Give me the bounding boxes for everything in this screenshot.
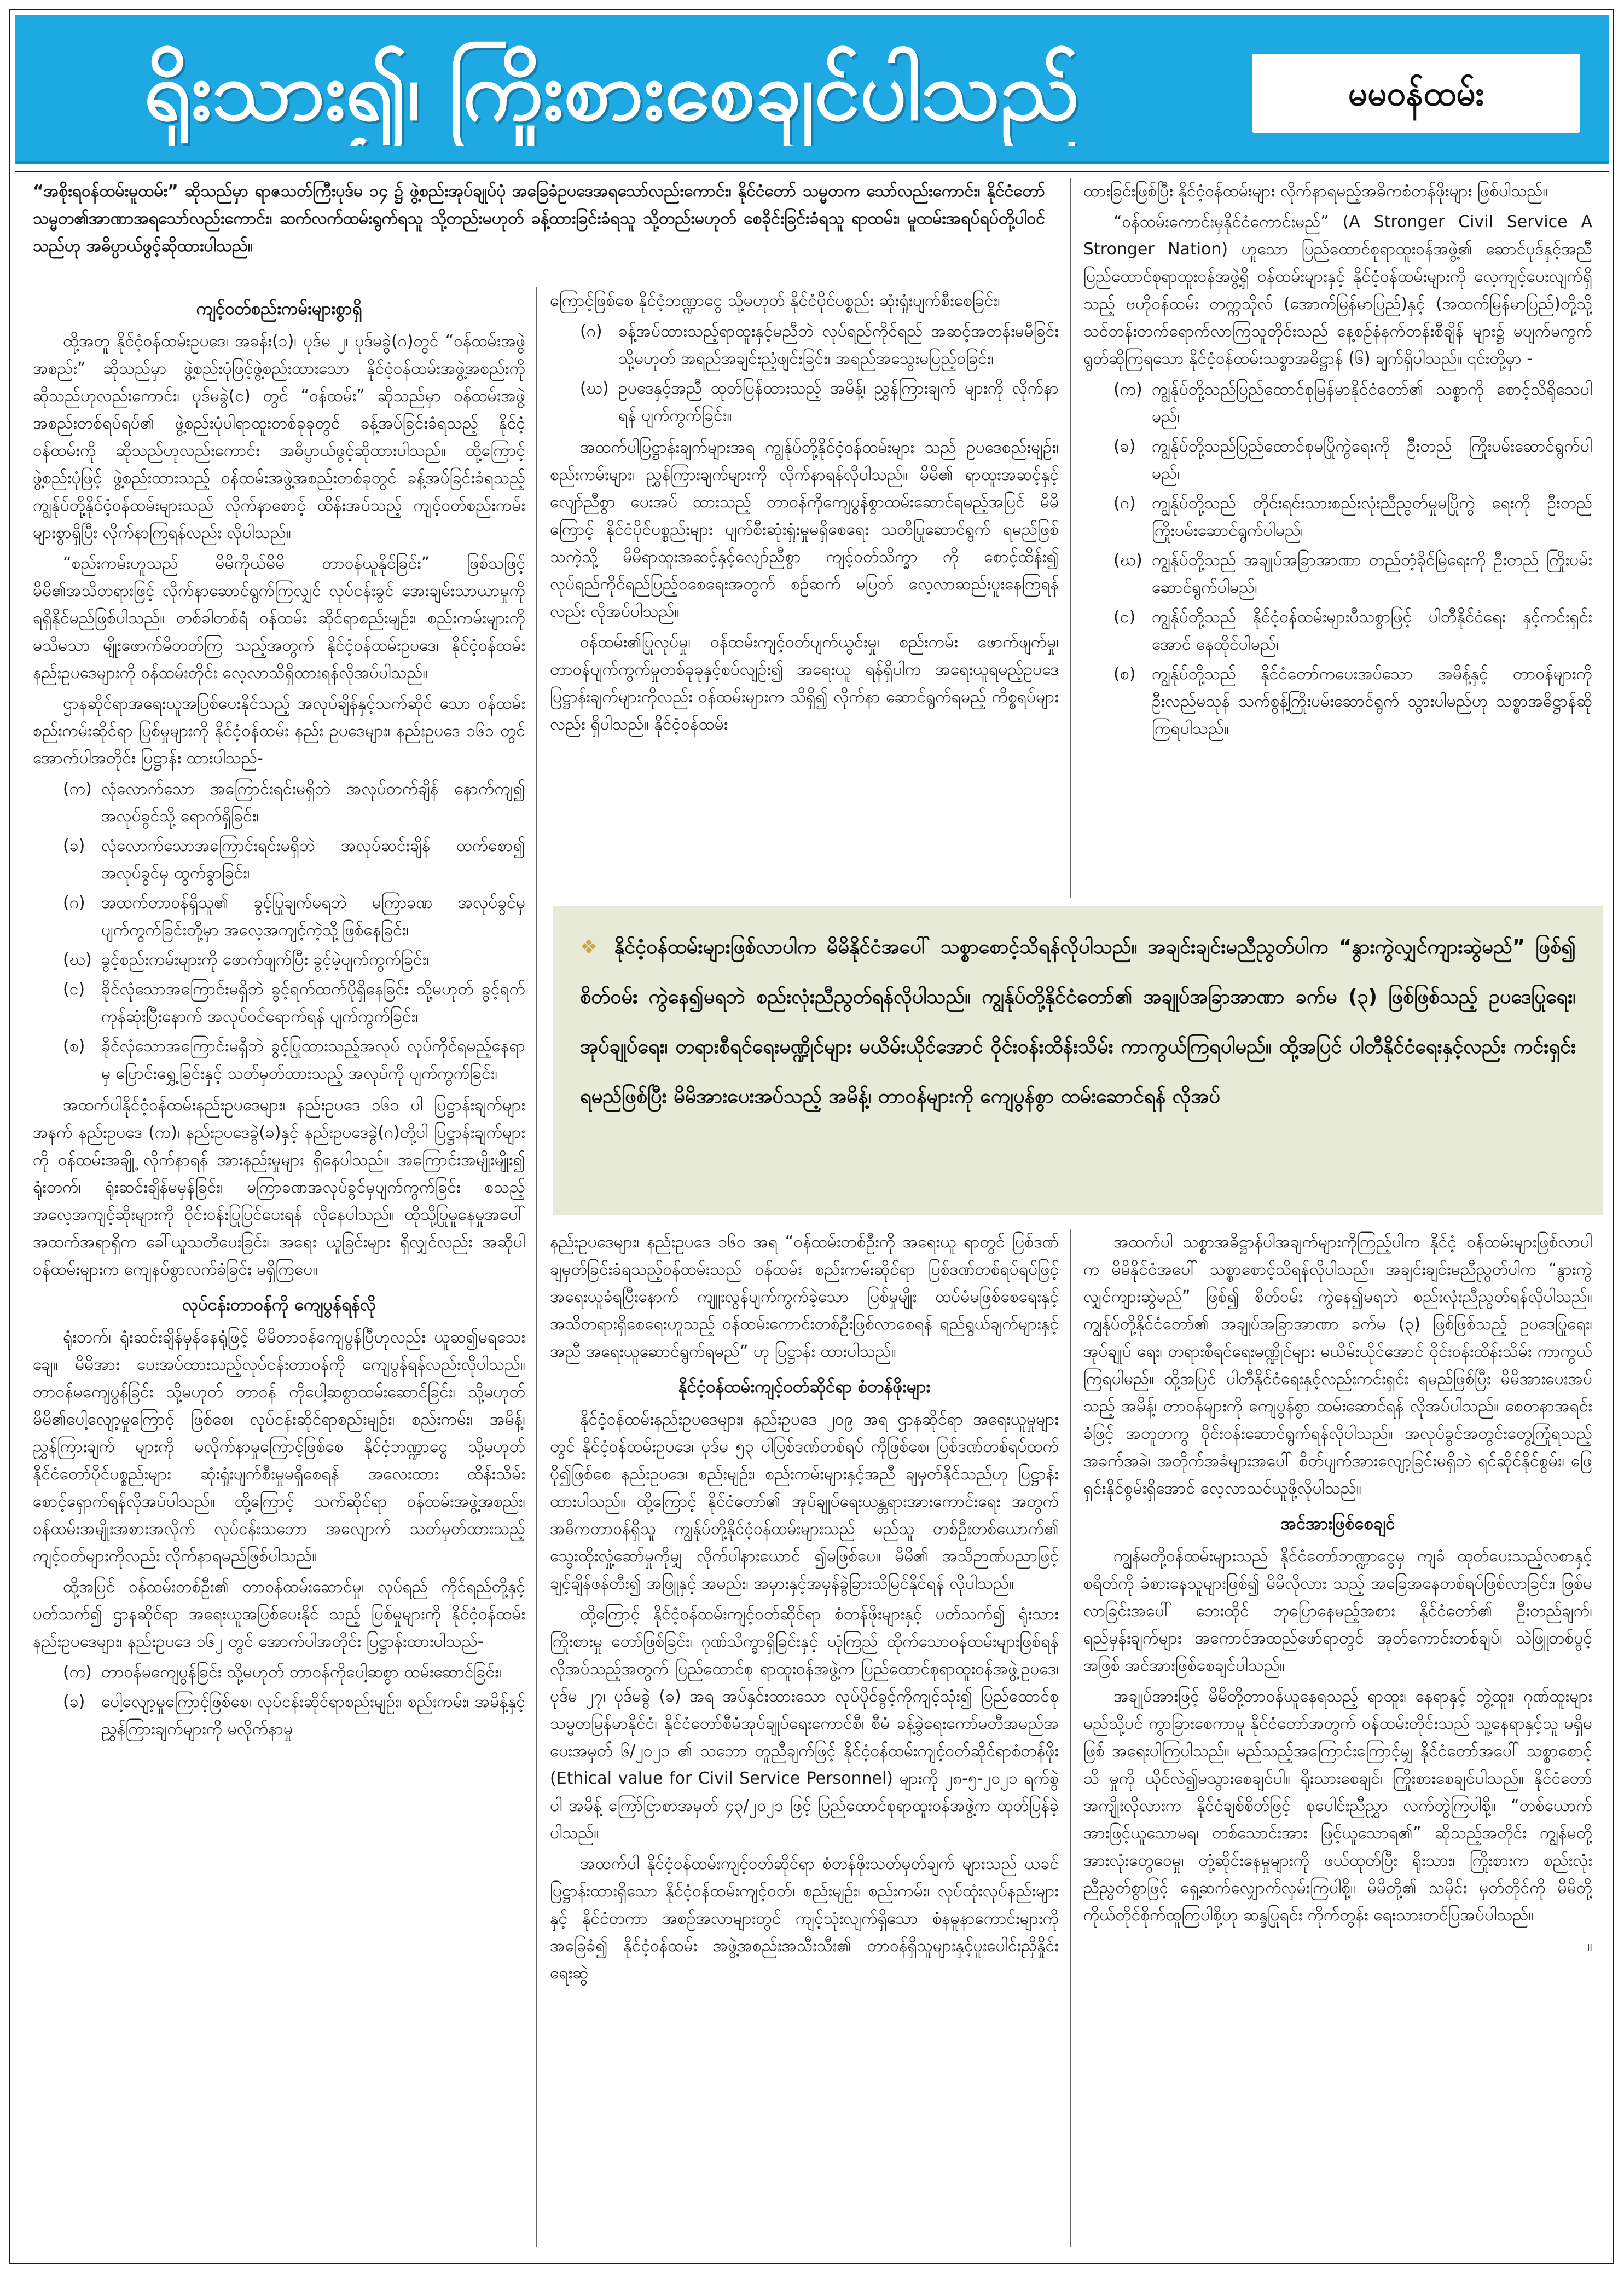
paragraph: ထို့အပြင် ဝန်ထမ်းတစ်ဦး၏ တာဝန်ထမ်းဆောင်မှု၊ လုပ်ရည် ကိုင်ရည်တို့နှင့်ပတ်သက်၍ ဌာနဆိုင်ရာ အရေးယူအပြစ်ပေးနိုင် သည့် ပြစ်မှုများကို နိုင်ငံ့ဝန်ထမ်းနည်းဥပဒေများ၊ နည်းဥပဒေ ၁၆၂ တွင် အောက်ပါအတိုင်း ပြဋ္ဌာန်းထားပါသည်- <box>33 1577 525 1651</box>
paragraph: “ဝန်ထမ်းကောင်းမှနိုင်ငံကောင်းမည်” (A Stronger Civil Service A Stronger Nation) ဟူသော ပြည်ထောင်စုရာထူးဝန်အဖွဲ့၏ ဆောင်ပုဒ်နှင့်အညီ ပြည်ထောင်စုရာထူးဝန်အဖွဲ့ရှိ ဝန်ထမ်းများနှင့် နိုင်ငံ့ဝန်ထမ်းများကို လေ့ကျင့်ပေးလျက်ရှိသည့် ဗဟိုဝန်ထမ်း တက္ကသိုလ် (အောက်မြန်မာပြည်)နှင့် (အထက်မြန်မာပြည်)တို့သို့ သင်တန်းတက်ရောက်လာကြသူတိုင်းသည် နေ့စဉ်နံနက်တန်းစီချိန် များ၌ မပျက်မကွက်ရွတ်ဆိုကြရသော နိုင်ငံ့ဝန်ထမ်းသစ္စာအဓိဋ္ဌာန် (၆) ချက်ရှိပါသည်။ ၎င်းတို့မှာ - <box>1083 212 1592 368</box>
pull-quote-text: နိုင်ငံ့ဝန်ထမ်းများဖြစ်လာပါက မိမိနိုင်ငံအပေါ် သစ္စာစောင့်သိရန်လိုပါသည်။ အချင်းချင်းမညီညွတ်ပါက “နွားကွဲလျှင်ကျားဆွဲမည်” ဖြစ်၍ စိတ်ဝမ်း ကွဲနေ၍မရဘဲ စည်းလုံးညီညွတ်ရန်လိုပါသည်။ ကျွန်ုပ်တို့နိုင်ငံတော်၏ အချုပ်အခြာအာဏာ ခက်မ (၃) ဖြစ်ဖြစ်သည့် ဥပဒေပြုရေး၊ အုပ်ချုပ်ရေး၊ တရားစီရင်ရေးမဏ္ဍိုင်များ မယိမ်းယိုင်အောင် ဝိုင်းဝန်းထိန်းသိမ်း ကာကွယ်ကြရပါမည်။ ထို့အပြင် ပါတီနိုင်ငံရေးနှင့်လည်း ကင်းရှင်း ရမည်ဖြစ်ပြီး မိမိအားပေးအပ်သည့် အမိန့်၊ တာဝန်များကို ကျေပွန်စွာ ထမ်းဆောင်ရန် လိုအပ် <box>580 936 1576 1108</box>
paragraph: အချုပ်အားဖြင့် မိမိတို့တာဝန်ယူနေရသည့် ရာထူး၊ နေရာနှင့် ဘွဲ့ထူး၊ ဂုဏ်ထူးများ မည်သို့ပင် ကွာခြားစေကာမူ နိုင်ငံတော်အတွက် ဝန်ထမ်းတိုင်းသည် သူ့နေရာနှင့်သူ မရှိမဖြစ် အရေးပါကြပါသည်။ မည်သည့်အကြောင်းကြောင့်မျှ နိုင်ငံတော်အပေါ် သစ္စာစောင့်သိ မှုကို ယိုင်လဲ၍မသွားစေချင်ပါ။ ရိုးသားစေချင်၊ ကြိုးစားစေချင်ပါသည်။ နိုင်ငံတော်အကျိုးလိုလားက နိုင်ငံချစ်စိတ်ဖြင့် စုပေါင်းညီညွှာ လက်တွဲကြပါစို့။ “တစ်ယောက်အားဖြင့်ယူသောမရ၊ တစ်သောင်းအား ဖြင့်ယူသောရ၏” ဆိုသည့်အတိုင်း ကျွန်မတို့အားလုံးတွေဝေမှု၊ တုံ့ဆိုင်းနေမှုများကို ဖယ်ထုတ်ပြီး ရိုးသား၊ ကြိုးစားက စည်းလုံး ညီညွတ်စွာဖြင့် ရှေ့ဆက်လျှောက်လှမ်းကြပါစို့။ မိမိတို့၏ သမိုင်း မှတ်တိုင်ကို မိမိတို့ကိုယ်တိုင်စိုက်ထူကြပါစို့ဟု ဆန္ဒပြုရင်း ကိုက်တွန်း ရေးသားတင်ပြအပ်ပါသည်။ <box>1083 1687 1592 1925</box>
header-banner <box>15 15 1609 164</box>
list-item: (ခ) လုံလောက်သောအကြောင်းရင်းမရှိဘဲ အလုပ်ဆင်းချိန် ထက်စော၍ အလုပ်ခွင်မှ ထွက်ခွာခြင်း၊ <box>63 836 525 883</box>
diamond-bullet-icon: ❖ <box>580 936 601 958</box>
header-rule <box>15 171 1609 172</box>
list-item: (စ) ခိုင်လုံသောအကြောင်းမရှိဘဲ ခွင့်ပြုထားသည့်အလုပ် လုပ်ကိုင်ရမည့်နေရာမှ ပြောင်းရွှေ့ခြင်းနှင့် သတ်မှတ်ထားသည့် အလုပ်ကို ပျက်ကွက်ခြင်း၊ <box>63 1037 525 1083</box>
list-item: (စ) ကျွန်ုပ်တို့သည် နိုင်ငံတော်ကပေးအပ်သော အမိန့်နှင့် တာဝန်များကို ဦးလည်မသုန် သက်စွန့်ကြိုးပမ်းဆောင်ရွက် သွားပါမည်ဟု သစ္စာအဓိဋ္ဌာန်ဆိုကြရပါသည်။ <box>1113 664 1592 738</box>
list-item: (ဂ) အထက်တာဝန်ရှိသူ၏ ခွင့်ပြုချက်မရဘဲ မကြာခဏ အလုပ်ခွင်မှပျက်ကွက်ခြင်းတို့မှာ အလေ့အကျင့်ကဲ့သို့ဖြစ်နေခြင်း၊ <box>63 893 525 940</box>
author-name: မမဝန်ထမ်း <box>1252 54 1580 133</box>
list-item: (ဃ) ဥပဒေနှင့်အညီ ထုတ်ပြန်ထားသည့် အမိန့်၊ ညွှန်ကြားချက် များကို လိုက်နာရန် ပျက်ကွက်ခြင်း။ <box>580 379 1059 425</box>
list-item: (င) ခိုင်လုံသောအကြောင်းမရှိဘဲ ခွင့်ရက်ထက်ပိုရှိနေခြင်း သို့မဟုတ် ခွင့်ရက်ကုန်ဆုံးပြီးနောက် အလုပ်ဝင်ရောက်ရန် ပျက်ကွက်ခြင်း၊ <box>63 980 525 1026</box>
list-item: (ဂ) ခန့်အပ်ထားသည့်ရာထူးနှင့်မညီဘဲ လုပ်ရည်ကိုင်ရည် အဆင့်အတန်းမမီခြင်း သို့မဟုတ် အရည်အချင်းညံ့ဖျင်းခြင်း၊ အရည်အသွေးမပြည့်ဝခြင်း၊ <box>580 322 1059 368</box>
article-title: ရိုးသား၍၊ ကြိုးစားစေချင်ပါသည် <box>144 43 1080 139</box>
duty-list-continued <box>550 318 1059 430</box>
paragraph: နည်းဥပဒေများ၊ နည်းဥပဒေ ၁၆၀ အရ “ဝန်ထမ်းတစ်ဦးကို အရေးယူ ရာတွင် ပြစ်ဒဏ်ချမှတ်ခြင်းခံရသည့်ဝန်ထမ်းသည် ဝန်ထမ်း စည်းကမ်းဆိုင်ရာ ပြစ်ဒဏ်တစ်ရပ်ရပ်ဖြင့် အရေးယူခံရပြီးနောက် ကျူးလွန်ပျက်ကွက်ခဲ့သော ပြစ်မှုမျိုး ထပ်မံမဖြစ်စေရေးနှင့် အသိတရားရှိစေရေးဟူသည့် ဝန်ထမ်းကောင်းတစ်ဦးဖြစ်လာစေရန် ရည်ရွယ်ချက်များနှင့်အညီ အရေးယူဆောင်ရွက်ရမည်” ဟု ပြဋ္ဌာန်း ထားပါသည်။ <box>550 1233 1059 1361</box>
list-item: (ဃ) ခွင့်စည်းကမ်းများကို ဖောက်ဖျက်ပြီး ခွင့်မဲ့ပျက်ကွက်ခြင်း၊ <box>63 950 430 969</box>
pull-quote <box>553 906 1603 1215</box>
duty-list <box>33 1659 525 1743</box>
list-item: (က) တာဝန်မကျေပွန်ခြင်း သို့မဟုတ် တာဝန်ကိုပေါ့ဆစွာ ထမ်းဆောင်ခြင်း၊ <box>63 1663 502 1682</box>
paragraph: ထားခြင်းဖြစ်ပြီး နိုင်ငံ့ဝန်ထမ်းများ လိုက်နာရမည့်အဓိကစံတန်ဖိုးများ ဖြစ်ပါသည်။ <box>1083 182 1548 201</box>
paragraph: ရုံးတက်၊ ရုံးဆင်းချိန်မှန်နေရုံဖြင့် မိမိတာဝန်ကျေပွန်ပြီဟုလည်း ယူဆ၍မရသေးချေ။ မိမိအား ပေးအပ်ထားသည့်လုပ်ငန်းတာဝန်ကို ကျေပွန်ရန်လည်းလိုပါသည်။ တာဝန်မကျေပွန်ခြင်း သို့မဟုတ် တာဝန် ကိုပေါ့ဆစွာထမ်းဆောင်ခြင်း၊ သို့မဟုတ် မိမိ၏ပေါ့လျော့မှုကြောင့် ဖြစ်စေ၊ လုပ်ငန်းဆိုင်ရာစည်းမျဉ်း၊ စည်းကမ်း၊ အမိန့်၊ ညွှန်ကြားချက် များကို မလိုက်နာမှုကြောင့်ဖြစ်စေ နိုင်ငံ့ဘဏ္ဍာငွေ သို့မဟုတ် နိုင်ငံတော်ပိုင်ပစ္စည်းများ ဆုံးရှုံးပျက်စီးမှုမရှိစေရန် အလေးထား ထိန်းသိမ်းစောင့်ရှောက်ရန်လိုအပ်ပါသည်။ ထို့ကြောင့် သက်ဆိုင်ရာ ဝန်ထမ်းအဖွဲ့အစည်း၊ ဝန်ထမ်းအမျိုးအစားအလိုက် လုပ်ငန်းသဘော အလျောက် သတ်မှတ်ထားသည့်ကျင့်ဝတ်များကိုလည်း လိုက်နာရမည်ဖြစ်ပါသည်။ <box>33 1328 525 1566</box>
list-item: (ခ) ကျွန်ုပ်တို့သည်ပြည်ထောင်စုမပြိုကွဲရေးကို ဦးတည် ကြိုးပမ်းဆောင်ရွက်ပါမည်၊ <box>1113 437 1592 483</box>
column-3 <box>1083 178 1592 898</box>
paragraph: အထက်ပါ သစ္စာအဓိဋ္ဌာန်ပါအချက်များကိုကြည့်ပါက နိုင်ငံ့ ဝန်ထမ်းများဖြစ်လာပါက မိမိနိုင်ငံအပေါ် သစ္စာစောင့်သိရန်လိုပါသည်။ အချင်းချင်းမညီညွတ်ပါက “နွားကွဲလျှင်ကျားဆွဲမည်” ဖြစ်၍ စိတ်ဝမ်း ကွဲနေ၍မရဘဲ စည်းလုံးညီညွတ်ရန်လိုပါသည်။ ကျွန်ုပ်တို့နိုင်ငံတော်၏ အချုပ်အခြာအာဏာ ခက်မ (၃) ဖြစ်ဖြစ်သည့် ဥပဒေပြုရေး၊ အုပ်ချုပ် ရေး၊ တရားစီရင်ရေးမဏ္ဍိုင်များ မယိမ်းယိုင်အောင် ဝိုင်းဝန်းထိန်းသိမ်း ကာကွယ်ကြရပါမည်။ ထို့အပြင် ပါတီနိုင်ငံရေးနှင့်လည်းကင်းရှင်း ရမည်ဖြစ်ပြီး မိမိအားပေးအပ်သည့် အမိန့်၊ တာဝန်များကို ကျေပွန်စွာ ထမ်းဆောင်ရန် လိုအပ်ပါသည်။ စေတနာအရင်းခံဖြင့် အတူတကွ ဝိုင်းဝန်းဆောင်ရွက်ရန်လိုပါသည်။ အလုပ်ခွင်အတွင်းတွေ့ကြုံရသည့် အခက်အခဲ၊ အတိုက်အခံများအပေါ် စိတ်ပျက်အားလျော့ခြင်းမရှိဘဲ ရင်ဆိုင်နိုင်စွမ်း၊ ဖြေရှင်းနိုင်စွမ်းရှိအောင် လေ့လာသင်ယူဖို့လိုပါသည်။ <box>1083 1233 1592 1498</box>
column-4 <box>550 1229 1059 2247</box>
list-item: (ဂ) ကျွန်ုပ်တို့သည် တိုင်းရင်းသားစည်းလုံးညီညွတ်မှုမပြိုကွဲ ရေးကို ဦးတည်ကြိုးပမ်းဆောင်ရွက်ပါမည်၊ <box>1113 494 1592 540</box>
column-1 <box>33 287 525 2247</box>
paragraph: ဝန်ထမ်း၏ပြုလုပ်မှု၊ ဝန်ထမ်းကျင့်ဝတ်ပျက်ယွင်းမှု၊ စည်းကမ်း ဖောက်ဖျက်မှု၊ တာဝန်ပျက်ကွက်မှုတစ်ခုခုနှင့်စပ်လျဉ်း၍ အရေးယူ ရန်ရှိပါက အရေးယူရမည့်ဥပဒေပြဋ္ဌာန်းချက်များကိုလည်း ဝန်ထမ်းများက သိရှိ၍ လိုက်နာ ဆောင်ရွက်ရမည့် ကိစ္စရပ်များလည်း ရှိပါသည်။ နိုင်ငံ့ဝန်ထမ်း <box>550 633 1059 734</box>
intro-paragraph: “အစိုးရဝန်ထမ်းမူထမ်း” ဆိုသည်မှာ ရာဇသတ်ကြီးပုဒ်မ ၁၄ ၌ ဖွဲ့စည်းအုပ်ချုပ်ပုံ အခြေခံဥပဒေအရသော်လည်းကောင်း၊ နိုင်ငံတော် သမ္မတက သော်လည်းကောင်း၊ နိုင်ငံတော်သမ္မတ၏အာဏာအရသော်လည်းကောင်း၊ ဆက်လက်ထမ်းရွက်ရသူ သို့တည်းမဟုတ် ခန့်ထားခြင်းခံရသူ သို့တည်းမဟုတ် စေခိုင်းခြင်းခံရသူ ရာထမ်း၊ မူထမ်းအရပ်ရပ်တို့ပါဝင်သည်ဟု အဓိပ္ပာယ်ဖွင့်ဆိုထားပါသည်။ <box>33 182 1045 256</box>
end-mark: ။ <box>1587 1936 1592 1955</box>
paragraph: အထက်ပါ နိုင်ငံ့ဝန်ထမ်းကျင့်ဝတ်ဆိုင်ရာ စံတန်ဖိုးသတ်မှတ်ချက် များသည် ယခင်ပြဋ္ဌာန်းထားရှိသော နိုင်ငံ့ဝန်ထမ်းကျင့်ဝတ်၊ စည်းမျဉ်း၊ စည်းကမ်း၊ လုပ်ထုံးလုပ်နည်းများနှင့် နိုင်ငံတကာ အစဉ်အလာများတွင် ကျင့်သုံးလျက်ရှိသော စံနမူနာကောင်းများကို အခြေခံ၍ နိုင်ငံ့ဝန်ထမ်း အဖွဲ့အစည်းအသီးသီး၏ တာဝန်ရှိသူများနှင့်ပူးပေါင်းညှိနှိုင်းရေးဆွဲ <box>550 1854 1059 1983</box>
column-divider <box>536 287 537 2247</box>
paragraph: နိုင်ငံ့ဝန်ထမ်းနည်းဥပဒေများ၊ နည်းဥပဒေ ၂၀၉ အရ ဌာနဆိုင်ရာ အရေးယူမှုများတွင် နိုင်ငံ့ဝန်ထမ်းဥပဒေ၊ ပုဒ်မ ၅၃ ပါပြစ်ဒဏ်တစ်ရပ် ကိုဖြစ်စေ၊ ပြစ်ဒဏ်တစ်ရပ်ထက်ပို၍ဖြစ်စေ နည်းဥပဒေ၊ စည်းမျဉ်း၊ စည်းကမ်းများနှင့်အညီ ချမှတ်နိုင်သည်ဟု ပြဋ္ဌာန်းထားပါသည်။ ထို့ကြောင့် နိုင်ငံတော်၏ အုပ်ချုပ်ရေးယန္တရားအားကောင်းရေး အတွက် အဓိကတာဝန်ရှိသူ ကျွန်ုပ်တို့နိုင်ငံ့ဝန်ထမ်းများသည် မည်သူ တစ်ဦးတစ်ယောက်၏ သွေးထိုးလှုံ့ဆော်မှုကိုမျှ လိုက်ပါနားယောင် ၍မဖြစ်ပေ။ မိမိ၏ အသိဉာဏ်ပညာဖြင့် ချင့်ချိန်ဖန်တီး၍ အဖြူနှင့် အမည်း၊ အမှားနှင့်အမှန်ခွဲခြားသိမြင်နိုင်ရန် လိုပါသည်။ <box>550 1410 1059 1593</box>
column-2 <box>550 287 1059 898</box>
column-divider <box>1070 178 1071 898</box>
paragraph: ဌာနဆိုင်ရာအရေးယူအပြစ်ပေးနိုင်သည့် အလုပ်ချိန်နှင့်သက်ဆိုင် သော ဝန်ထမ်းစည်းကမ်းဆိုင်ရာ ပြစ်မှုများကို နိုင်ငံ့ဝန်ထမ်း နည်း ဥပဒေများ၊ နည်းဥပဒေ ၁၆၁ တွင် အောက်ပါအတိုင်း ပြဋ္ဌာန်း ထားပါသည်- <box>33 694 525 768</box>
paragraph: “စည်းကမ်းဟူသည် မိမိကိုယ်မိမိ တာဝန်ယူနိုင်ခြင်း” ဖြစ်သဖြင့် မိမိ၏အသိတရားဖြင့် လိုက်နာဆောင်ရွက်ကြလျှင် လုပ်ငန်းခွင် အေးချမ်းသာယာမှုကို ရရှိနိုင်မည်ဖြစ်ပါသည်။ တစ်ခါတစ်ရံ ဝန်ထမ်း ဆိုင်ရာစည်းမျဉ်း၊ စည်းကမ်းများကို မသိမသာ မျိုးဖောက်မိတတ်ကြ သည့်အတွက် နိုင်ငံ့ဝန်ထမ်းဥပဒေ၊ နိုင်ငံ့ဝန်ထမ်းနည်းဥပဒေများကို ဝန်ထမ်းတိုင်း လေ့လာသိရှိထားရန်လိုအပ်ပါသည်။ <box>33 554 525 682</box>
paragraph: ထို့အတူ နိုင်ငံ့ဝန်ထမ်းဥပဒေ၊ အခန်း(၁)၊ ပုဒ်မ ၂၊ ပုဒ်မခွဲ(ဂ)တွင် “ဝန်ထမ်းအဖွဲ့အစည်း” ဆိုသည်မှာ ဖွဲ့စည်းပုံဖြင့်ဖွဲ့စည်းထားသော နိုင်ငံ့ဝန်ထမ်းအဖွဲ့အစည်းကိုဆိုသည်ဟုလည်းကောင်း၊ ပုဒ်မခွဲ(င) တွင် “ဝန်ထမ်း” ဆိုသည်မှာ ဝန်ထမ်းအဖွဲ့အစည်းတစ်ရပ်ရပ်၏ ဖွဲ့စည်းပုံပါရာထူးတစ်ခုခုတွင် ခန့်အပ်ခြင်းခံရသည့် နိုင်ငံ့ဝန်ထမ်းကို ဆိုသည်ဟုလည်းကောင်း အဓိပ္ပာယ်ဖွင့်ဆိုထားပါသည်။ ထို့ကြောင့် ဖွဲ့စည်းပုံဖြင့် ဖွဲ့စည်းထားသည့် ဝန်ထမ်းအဖွဲ့အစည်းတစ်ခုတွင် ခန့်အပ်ခြင်းခံရသည့် ကျွန်ုပ်တို့နိုင်ငံ့ဝန်ထမ်းများသည် လိုက်နာစောင့် ထိန်းအပ်သည့် ကျင့်ဝတ်စည်းကမ်းများစွာရှိပြီး လိုက်နာကြရန်လည်း လိုပါသည်။ <box>33 332 525 542</box>
list-item: (က) လုံလောက်သော အကြောင်းရင်းမရှိဘဲ အလုပ်တက်ချိန် နောက်ကျ၍ အလုပ်ခွင်သို့ ရောက်ရှိခြင်း၊ <box>63 779 525 826</box>
oath-list <box>1083 376 1592 743</box>
list-item: (က) ကျွန်ုပ်တို့သည်ပြည်ထောင်စုမြန်မာနိုင်ငံတော်၏ သစ္စာကို စောင့်သိရိုသေပါမည်၊ <box>1113 380 1592 426</box>
section-heading: ကျင့်ဝတ်စည်းကမ်းများစွာရှိ <box>196 299 362 319</box>
section-heading: လုပ်ငန်းတာဝန်ကို ကျေပွန်ရန်လို <box>182 1295 376 1315</box>
section-heading: အင်အားဖြစ်စေချင် <box>1280 1514 1395 1534</box>
list-item: (င) ကျွန်ုပ်တို့သည် နိုင်ငံ့ဝန်ထမ်းများပီသစွာဖြင့် ပါတီနိုင်ငံရေး နှင့်ကင်းရှင်းအောင် နေထိုင်ပါမည်၊ <box>1113 607 1592 654</box>
list-item: (ဃ) ကျွန်ုပ်တို့သည် အချုပ်အခြာအာဏာ တည်တံ့ခိုင်မြဲရေးကို ဦးတည် ကြိုးပမ်းဆောင်ရွက်ပါမည်၊ <box>1113 551 1592 597</box>
paragraph: အထက်ပါနိုင်ငံ့ဝန်ထမ်းနည်းဥပဒေများ၊ နည်းဥပဒေ ၁၆၁ ပါ ပြဋ္ဌာန်းချက်များအနက် နည်းဥပဒေ (က)၊ နည်းဥပဒေခွဲ(ခ)နှင့် နည်းဥပဒေခွဲ(ဂ)တို့ပါ ပြဋ္ဌာန်းချက်များကို ဝန်ထမ်းအချို့ လိုက်နာရန် အားနည်းမှုများ ရှိနေပါသည်။ အကြောင်းအမျိုးမျိုး၍ ရုံးတက်၊ ရုံးဆင်းချိန်မမှန်ခြင်း၊ မကြာခဏအလုပ်ခွင်မှပျက်ကွက်ခြင်း စသည့် အလေ့အကျင့်ဆိုးများကို ဝိုင်းဝန်းပြုပြင်ပေးရန် လိုနေပါသည်။ ထိုသို့ပြုမူနေမှုအပေါ် အထက်အရာရှိက ခေါ်ယူသတိပေးခြင်း၊ အရေး ယူခြင်းများ ရှိလျှင်လည်း အဆိုပါဝန်ထမ်းများက ကျေနပ်စွာလက်ခံခြင်း မရှိကြပေ။ <box>33 1096 525 1279</box>
section-heading: နိုင်ငံ့ဝန်ထမ်းကျင့်ဝတ်ဆိုင်ရာ စံတန်ဖိုးများ <box>678 1377 931 1397</box>
paragraph: ကျွန်မတို့ဝန်ထမ်းများသည် နိုင်ငံတော်ဘဏ္ဍာငွေမှ ကျခံ ထုတ်ပေးသည့်လစာနှင့်စရိတ်ကို ခံစားနေသူများဖြစ်၍ မိမိလိုလား သည့် အခြေအနေတစ်ရပ်ဖြစ်လာခြင်း၊ ဖြစ်မလာခြင်းအပေါ် ဘေးထိုင် ဘုပြောနေမည့်အစား နိုင်ငံတော်၏ ဦးတည်ချက်၊ ရည်မှန်းချက်များ အကောင်အထည်ဖော်ရာတွင် အုတ်ကောင်းတစ်ချပ်၊ သဲဖြူတစ်ပွင့် အဖြစ် အင်အားဖြစ်စေချင်ပါသည်။ <box>1083 1547 1592 1675</box>
column-divider <box>1070 1229 1071 2247</box>
column-5 <box>1083 1229 1592 2247</box>
offence-list <box>33 776 525 1087</box>
paragraph: ကြောင့်ဖြစ်စေ နိုင်ငံ့ဘဏ္ဍာငွေ သို့မဟုတ် နိုင်ငံပိုင်ပစ္စည်း ဆုံးရှုံးပျက်စီးစေခြင်း၊ <box>550 291 1000 310</box>
paragraph: အထက်ပါပြဋ္ဌာန်းချက်များအရ ကျွန်ုပ်တို့နိုင်ငံ့ဝန်ထမ်းများ သည် ဥပဒေစည်းမျဉ်း၊ စည်းကမ်းများ၊ ညွှန်ကြားချက်များကို လိုက်နာရန်လိုပါသည်။ မိမိ၏ ရာထူးအဆင့်နှင့်လျော်ညီစွာ ပေးအပ် ထားသည့် တာဝန်ကိုကျေပွန်စွာထမ်းဆောင်ရမည့်အပြင် မိမိကြောင့် နိုင်ငံပိုင်ပစ္စည်းများ ပျက်စီးဆုံးရှုံးမှုမရှိစေရေး သတိပြုဆောင်ရွက် ရမည်ဖြစ်သကဲ့သို့ မိမိရာထူးအဆင့်နှင့်လျော်ညီစွာ ကျင့်ဝတ်သိက္ခာ ကို စောင့်ထိန်း၍ လုပ်ရည်ကိုင်ရည်ပြည့်ဝစေရေးအတွက် စဉ်ဆက် မပြတ် လေ့လာဆည်းပူးနေကြရန်လည်း လိုအပ်ပါသည်။ <box>550 438 1059 621</box>
paragraph: ထို့ကြောင့် နိုင်ငံ့ဝန်ထမ်းကျင့်ဝတ်ဆိုင်ရာ စံတန်ဖိုးများနှင့် ပတ်သက်၍ ရုံးသားကြိုးစားမှု တော်ဖြစ်ခြင်း၊ ဂုဏ်သိက္ခာရှိခြင်းနှင့် ယုံကြည် ထိုက်သောဝန်ထမ်းများဖြစ်ရန် လိုအပ်သည့်အတွက် ပြည်ထောင်စု ရာထူးဝန်အဖွဲ့က ပြည်ထောင်စုရာထူးဝန်အဖွဲ့ဥပဒေ၊ ပုဒ်မ ၂၇၊ ပုဒ်မခွဲ (ခ) အရ အပ်နှင်းထားသော လုပ်ပိုင်ခွင့်ကိုကျင့်သုံး၍ ပြည်ထောင်စု သမ္မတမြန်မာနိုင်ငံ၊ နိုင်ငံတော်စီမံအုပ်ချုပ်ရေးကောင်စီ၊ စီမံ ခန့်ခွဲရေးကော်မတီအမည်အပေးအမှတ် ၆/၂၀၂၁ ၏ သဘော တူညီချက်ဖြင့် နိုင်ငံ့ဝန်ထမ်းကျင့်ဝတ်ဆိုင်ရာစံတန်ဖိုး (Ethical value for Civil Service Personnel) များကို ၂၈-၅-၂၀၂၁ ရက်စွဲပါ အမိန့် ကြော်ငြာစာအမှတ် ၄၃/၂၀၂၁ ဖြင့် ပြည်ထောင်စုရာထူးဝန်အဖွဲ့က ထုတ်ပြန်ခဲ့ပါသည်။ <box>550 1605 1059 1843</box>
list-item: (ခ) ပေါ့လျော့မှုကြောင့်ဖြစ်စေ၊ လုပ်ငန်းဆိုင်ရာစည်းမျဉ်း၊ စည်းကမ်း၊ အမိန့်နှင့်ညွှန်ကြားချက်များကို မလိုက်နာမှု <box>63 1692 525 1739</box>
